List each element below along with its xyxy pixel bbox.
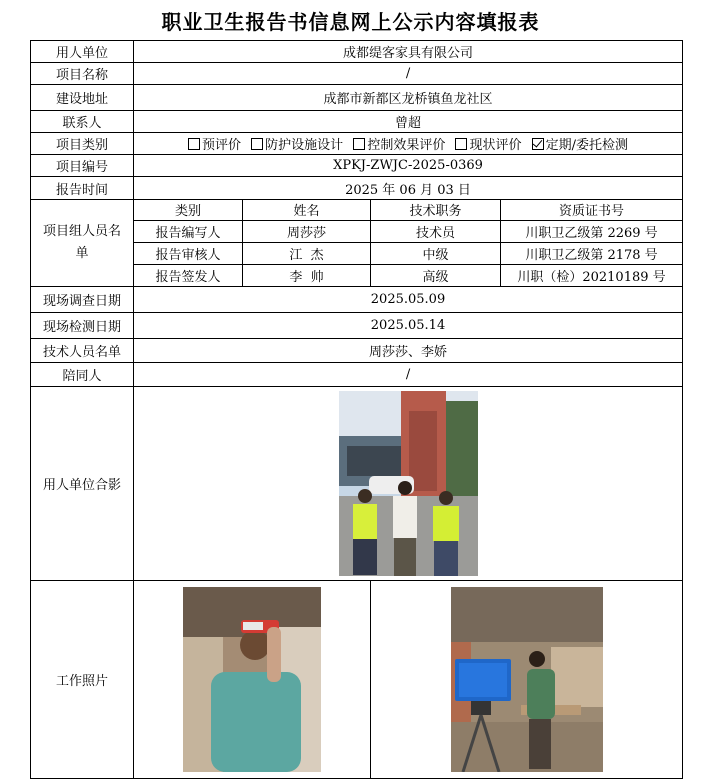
employer-label: 用人单位 — [31, 41, 134, 63]
row-report-time — [31, 177, 683, 199]
group-photo — [339, 391, 478, 576]
team-header-category: 类别 — [134, 199, 243, 220]
group-photo-image — [339, 391, 478, 576]
technicians-value: 周莎莎、李娇 — [134, 339, 683, 363]
project-name-label: 项目名称 — [31, 63, 134, 85]
checked-checkbox-icon[interactable] — [532, 138, 544, 150]
work-photo-1-image — [183, 587, 321, 772]
contact-label: 联系人 — [31, 111, 134, 133]
technicians-label: 技术人员名单 — [31, 339, 134, 363]
address-label: 建设地址 — [31, 85, 134, 111]
survey-date-value: 2025.05.09 — [134, 286, 683, 312]
project-no-value: XPKJ-ZWJC-2025-0369 — [134, 155, 683, 177]
work-photo-2 — [451, 587, 603, 772]
option-protection-design[interactable]: 防护设施设计 — [251, 138, 343, 153]
report-time-label: 报告时间 — [31, 177, 134, 199]
row-accompany — [31, 363, 683, 387]
member-role: 报告签发人 — [134, 264, 243, 286]
group-photo-cell — [134, 387, 683, 581]
test-date-label: 现场检测日期 — [31, 312, 134, 338]
address-value: 成都市新都区龙桥镇鱼龙社区 — [134, 85, 683, 111]
member-title: 高级 — [371, 264, 501, 286]
project-no-label: 项目编号 — [31, 155, 134, 177]
row-work-photos — [31, 581, 683, 779]
team-header-name: 姓名 — [243, 199, 371, 220]
member-cert: 川职卫乙级第 2178 号 — [501, 242, 683, 264]
checkbox-icon[interactable] — [353, 138, 365, 150]
row-survey-date — [31, 286, 683, 312]
row-project-no — [31, 155, 683, 177]
page-title: 职业卫生报告书信息网上公示内容填报表 — [161, 10, 540, 34]
row-address — [31, 85, 683, 111]
member-role: 报告编写人 — [134, 220, 243, 242]
work-photo-cell-1 — [134, 581, 371, 779]
disclosure-form-table — [30, 40, 683, 779]
category-label: 项目类别 — [31, 133, 134, 155]
row-technicians — [31, 339, 683, 363]
option-pre-evaluation[interactable]: 预评价 — [188, 138, 241, 153]
work-photo-1 — [183, 587, 321, 772]
contact-value: 曾超 — [134, 111, 683, 133]
row-group-photo — [31, 387, 683, 581]
work-photos-label: 工作照片 — [31, 581, 134, 779]
member-title: 中级 — [371, 242, 501, 264]
row-test-date — [31, 312, 683, 338]
team-header-title: 技术职务 — [371, 199, 501, 220]
employer-value: 成都缇客家具有限公司 — [134, 41, 683, 63]
member-title: 技术员 — [371, 220, 501, 242]
member-cert: 川职（检）20210189 号 — [501, 264, 683, 286]
team-header-row — [31, 199, 683, 220]
option-control-effect[interactable]: 控制效果评价 — [353, 138, 445, 153]
work-photo-cell-2 — [371, 581, 683, 779]
checkbox-icon[interactable] — [251, 138, 263, 150]
group-photo-label: 用人单位合影 — [31, 387, 134, 581]
accompany-label: 陪同人 — [31, 363, 134, 387]
member-name: 江 杰 — [243, 242, 371, 264]
row-contact — [31, 111, 683, 133]
option-status-evaluation[interactable]: 现状评价 — [455, 138, 521, 153]
checkbox-icon[interactable] — [188, 138, 200, 150]
member-role: 报告审核人 — [134, 242, 243, 264]
accompany-value: / — [134, 363, 683, 387]
category-options — [134, 133, 683, 155]
survey-date-label: 现场调查日期 — [31, 286, 134, 312]
option-periodic-testing[interactable]: 定期/委托检测 — [532, 138, 628, 153]
checkbox-icon[interactable] — [455, 138, 467, 150]
team-header-cert: 资质证书号 — [501, 199, 683, 220]
work-photo-2-image — [451, 587, 603, 772]
test-date-value: 2025.05.14 — [134, 312, 683, 338]
member-name: 周莎莎 — [243, 220, 371, 242]
row-project-name — [31, 63, 683, 85]
member-cert: 川职卫乙级第 2269 号 — [501, 220, 683, 242]
report-time-value: 2025 年 06 月 03 日 — [134, 177, 683, 199]
row-category — [31, 133, 683, 155]
project-name-value: / — [134, 63, 683, 85]
team-label: 项目组人员名单 — [31, 199, 134, 286]
member-name: 李 帅 — [243, 264, 371, 286]
row-employer — [31, 41, 683, 63]
